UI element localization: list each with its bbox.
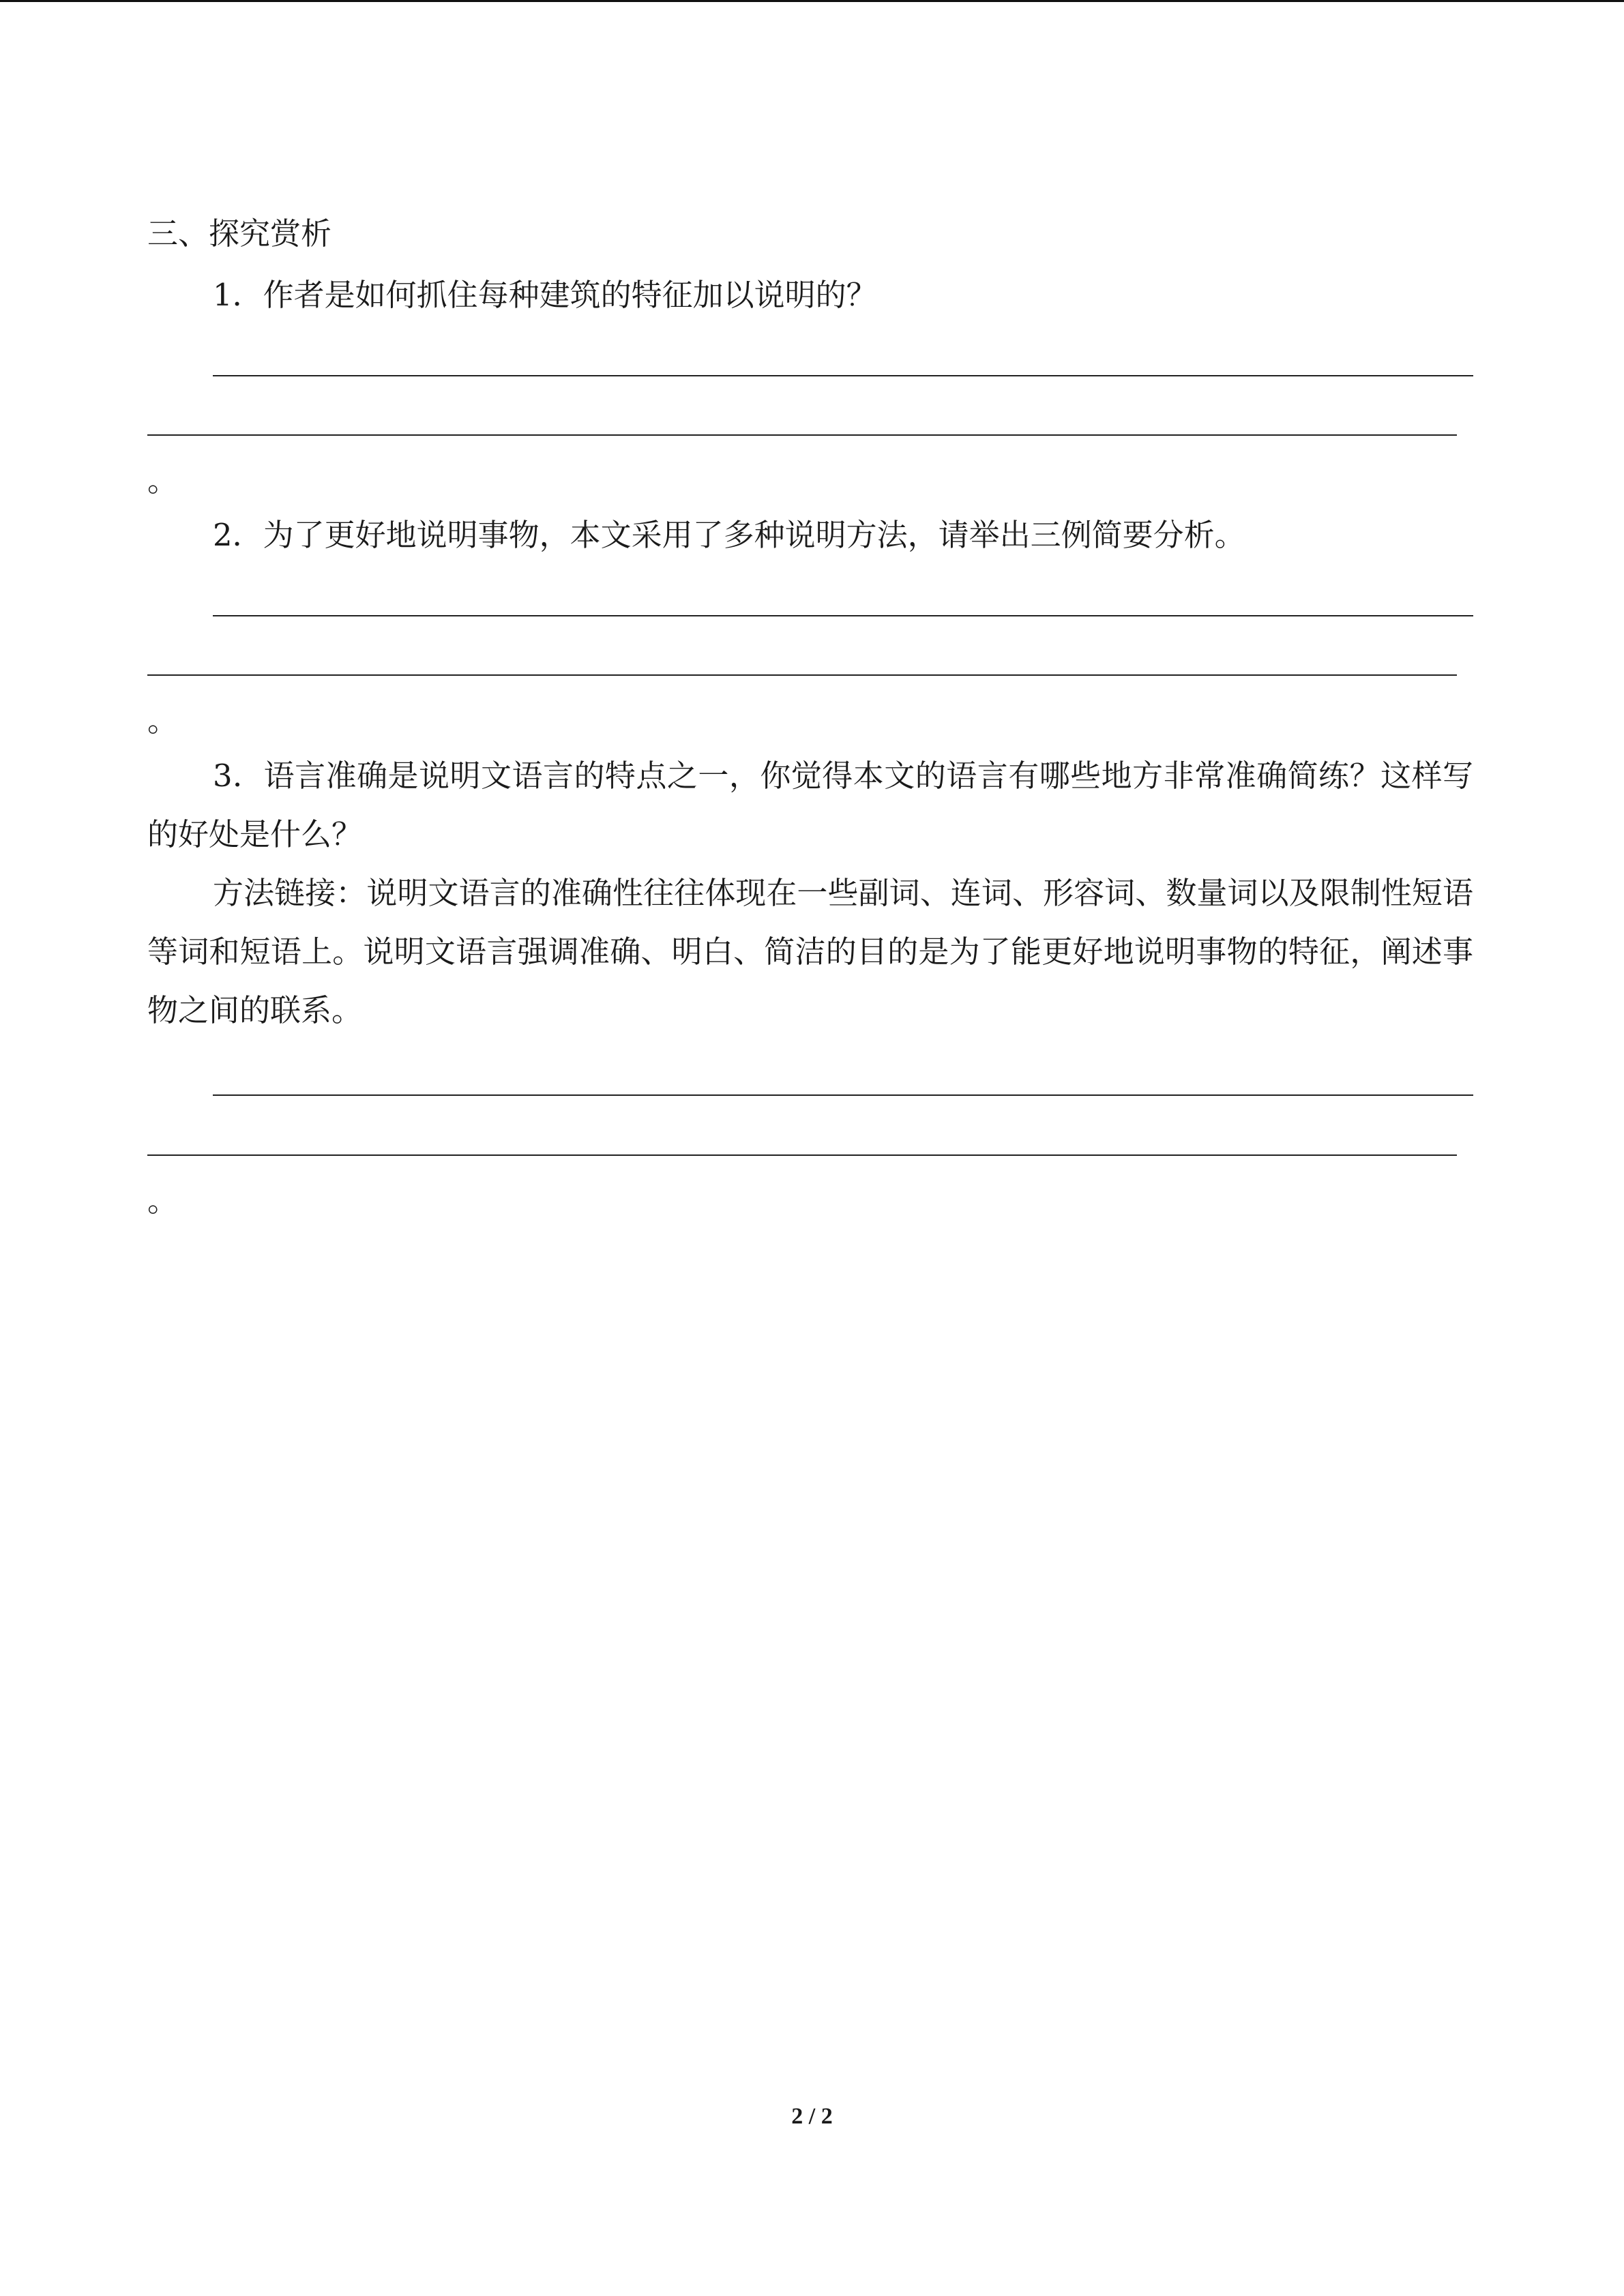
question-1-text: 1．作者是如何抓住每种建筑的特征加以说明的？ [213,277,877,313]
question-2-end-mark: 。 [147,702,179,739]
method-link-paragraph: 方法链接：说明文语言的准确性往往体现在一些副词、连词、形容词、数量词以及限制性短语等词和短语上。说明文语言强调准确、明白、简洁的目的是为了能更好地说明事物的特征，阐述事物之间的联系。 [147,875,1473,1028]
question-1-end-mark: 。 [147,462,179,498]
question-3-end-mark: 。 [147,1182,179,1219]
question-1-answer-line-1[interactable] [213,375,1473,376]
question-3-answer-line-1[interactable] [213,1094,1473,1096]
question-3-answer-line-2[interactable] [147,1154,1457,1156]
question-1-answer-line-2[interactable] [147,434,1457,436]
question-2-answer-line-2[interactable] [147,674,1457,676]
question-3-text: 3．语言准确是说明文语言的特点之一，你觉得本文的语言有哪些地方非常准确简练？这样写的好处是什么？ [147,758,1473,852]
page-number: 2 / 2 [791,2104,833,2129]
question-2-answer-line-1[interactable] [213,615,1473,616]
question-2-text: 2．为了更好地说明事物，本文采用了多种说明方法，请举出三例简要分析。 [213,517,1245,553]
section-title: 三、探究赏析 [147,215,332,252]
page-top-border [0,0,1624,2]
